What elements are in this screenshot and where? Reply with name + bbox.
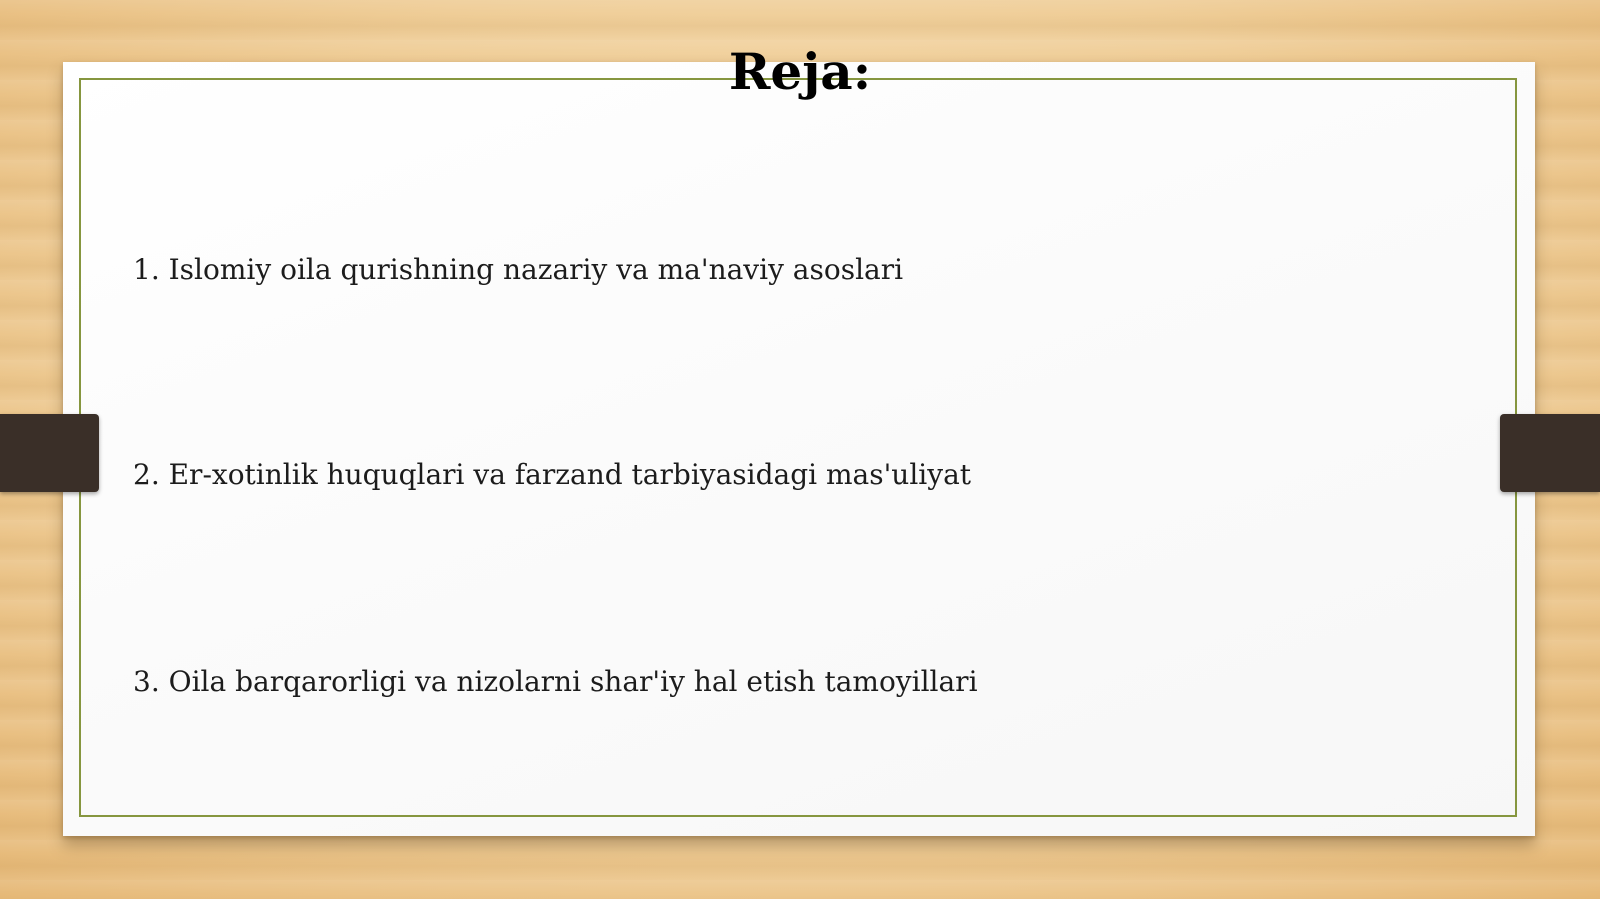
left-binder-clip	[0, 414, 99, 492]
slide-frame-border	[79, 78, 1517, 817]
slide-title: Reja:	[728, 42, 872, 101]
right-binder-clip	[1500, 414, 1600, 492]
plan-item-3: 3. Oila barqarorligi va nizolarni shar'iy hal etish tamoyillari	[133, 665, 978, 698]
plan-item-1: 1. Islomiy oila qurishning nazariy va ma'naviy asoslari	[133, 253, 904, 286]
plan-item-2: 2. Er-xotinlik huquqlari va farzand tarbiyasidagi mas'uliyat	[133, 458, 972, 491]
